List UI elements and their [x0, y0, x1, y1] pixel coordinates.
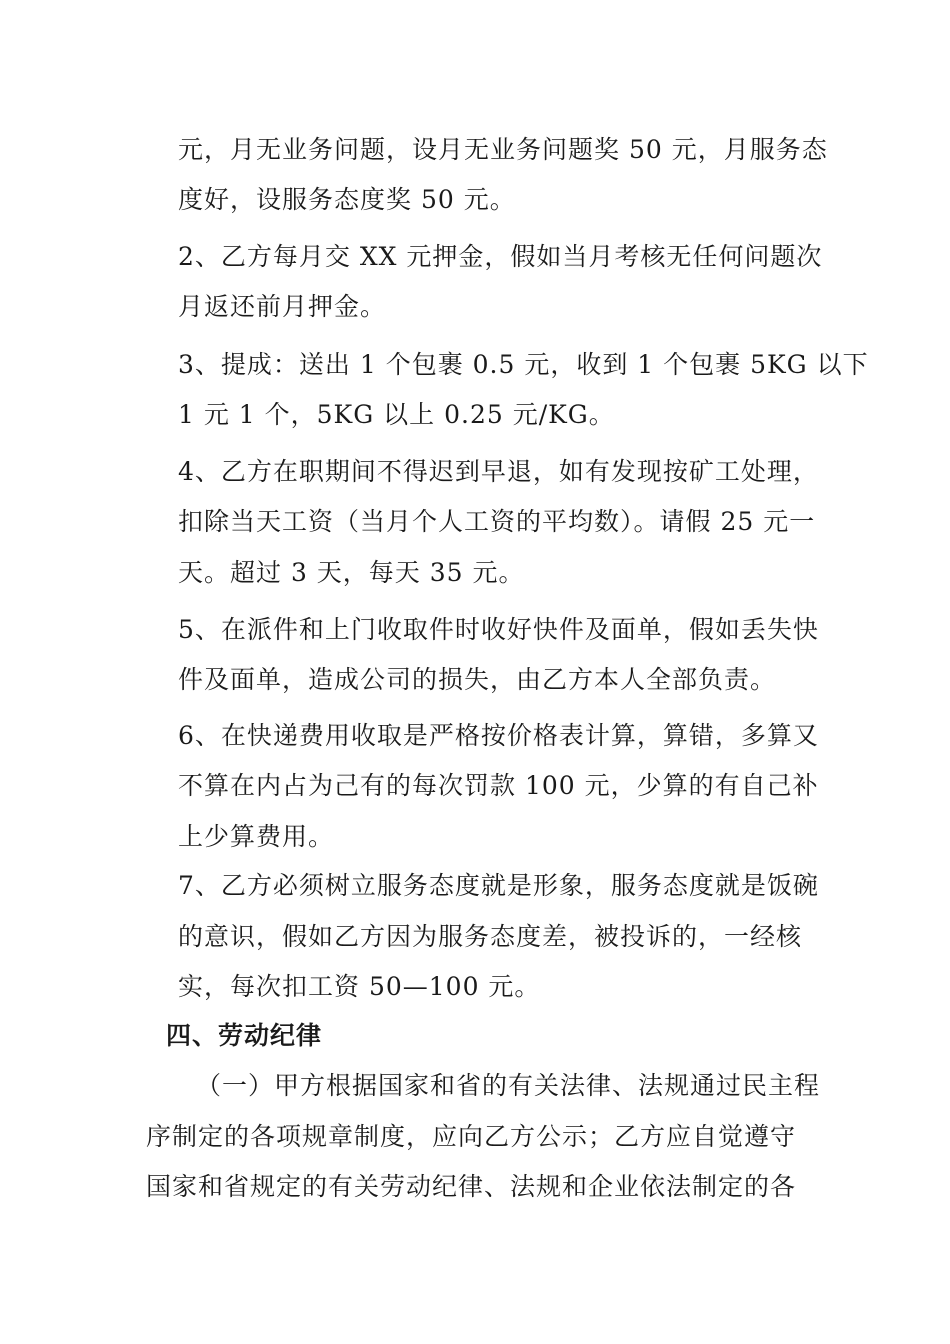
paragraph-line: （一）甲方根据国家和省的有关法律、法规通过民主程	[196, 1071, 821, 1100]
text-line: 不算在内占为己有的每次罚款 100 元，少算的有自己补	[178, 771, 819, 800]
text-line: 5、在派件和上门收取件时收好快件及面单，假如丢失快	[178, 615, 819, 644]
section-heading: 四、劳动纪律	[166, 1021, 323, 1050]
text-line: 件及面单，造成公司的损失，由乙方本人全部负责。	[178, 665, 777, 694]
text-line: 6、在快递费用收取是严格按价格表计算，算错，多算又	[178, 721, 819, 750]
text-line: 4、乙方在职期间不得迟到早退，如有发现按矿工处理，	[178, 457, 819, 486]
text-line: 度好，设服务态度奖 50 元。	[178, 185, 516, 214]
text-line: 上少算费用。	[178, 822, 335, 851]
text-line: 实，每次扣工资 50—100 元。	[178, 972, 541, 1001]
text-line: 7、乙方必须树立服务态度就是形象，服务态度就是饭碗	[178, 871, 819, 900]
text-line: 扣除当天工资（当月个人工资的平均数）。请假 25 元一	[178, 507, 816, 536]
text-line: 3、提成：送出 1 个包裹 0.5 元，收到 1 个包裹 5KG 以下	[178, 350, 869, 379]
text-line: 的意识，假如乙方因为服务态度差，被投诉的，一经核	[178, 922, 803, 951]
paragraph-line: 国家和省规定的有关劳动纪律、法规和企业依法制定的各	[146, 1172, 797, 1201]
text-line: 2、乙方每月交 XX 元押金，假如当月考核无任何问题次	[178, 242, 823, 271]
text-line: 元，月无业务问题，设月无业务问题奖 50 元，月服务态	[178, 135, 828, 164]
paragraph-line: 序制定的各项规章制度，应向乙方公示；乙方应自觉遵守	[146, 1122, 797, 1151]
text-line: 天。超过 3 天，每天 35 元。	[178, 558, 525, 587]
text-line: 1 元 1 个，5KG 以上 0.25 元/KG。	[178, 400, 615, 429]
text-line: 月返还前月押金。	[178, 292, 387, 321]
